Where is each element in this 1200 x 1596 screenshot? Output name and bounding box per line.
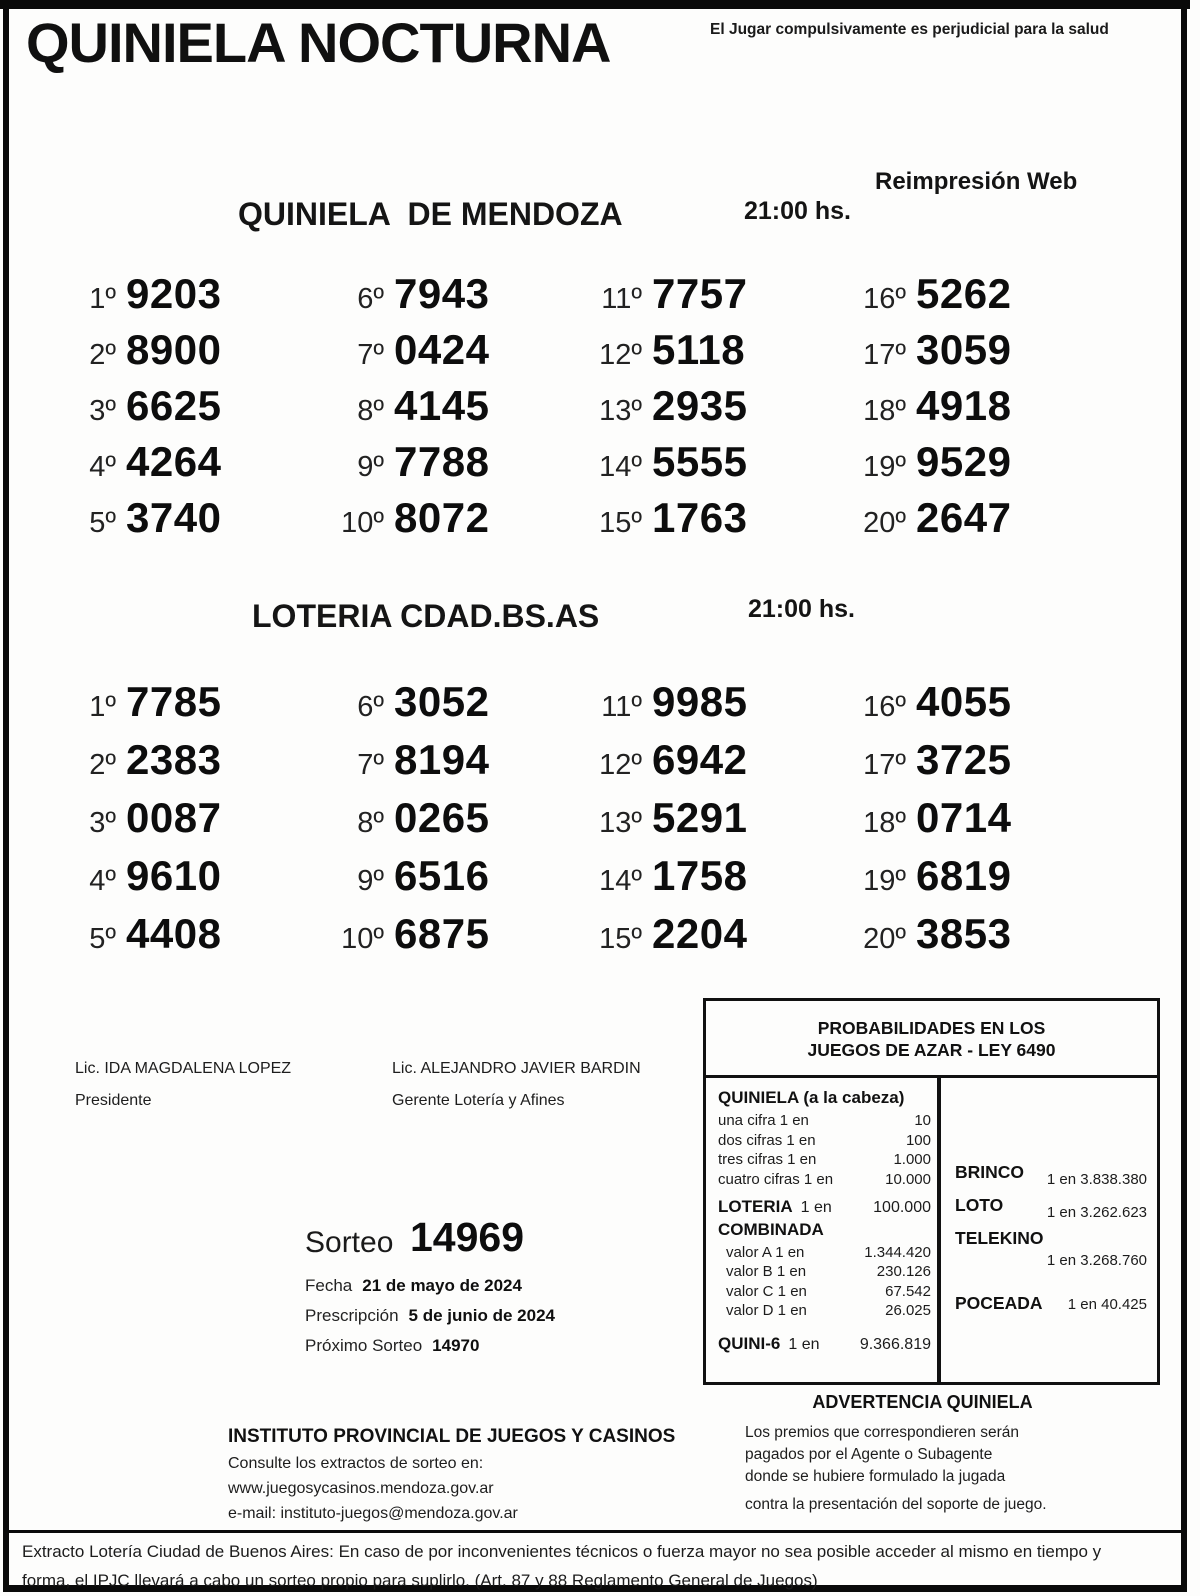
- result-cell: [58, 794, 326, 852]
- odds-value: 1 en 40.425: [1067, 1296, 1147, 1313]
- position-label: 7º: [357, 339, 384, 371]
- advertencia-line: Los premios que correspondieren serán: [745, 1424, 1019, 1441]
- winning-number: 6625: [126, 382, 222, 429]
- winning-number: 5118: [652, 326, 746, 373]
- position-label: 15º: [599, 507, 642, 539]
- odds-value: 67.542: [885, 1282, 931, 1300]
- odds-value: 1 en 3.838.380: [1046, 1171, 1147, 1188]
- result-cell: [326, 326, 584, 382]
- odds-value: 100: [905, 1131, 931, 1149]
- prescription-label: Prescripción: [305, 1306, 399, 1325]
- result-cell: [584, 678, 848, 736]
- winning-number: 4055: [916, 678, 1012, 725]
- winning-number: 5262: [916, 270, 1012, 317]
- position-label: 20º: [863, 923, 906, 955]
- sorteo-number: 14969: [410, 1214, 525, 1260]
- combinada-odds-header: COMBINADA: [718, 1219, 824, 1239]
- signature-manager-role: Gerente Lotería y Afines: [392, 1092, 565, 1109]
- result-cell: [584, 438, 848, 494]
- odds-label: LOTERIA: [718, 1197, 793, 1216]
- position-label: 4º: [89, 865, 116, 897]
- draw-date-value: 21 de mayo de 2024: [362, 1276, 522, 1295]
- winning-number: 9985: [652, 678, 748, 725]
- odds-value: 1 en 3.262.623: [1046, 1204, 1147, 1221]
- winning-number: 0265: [394, 794, 490, 841]
- position-label: 19º: [863, 451, 906, 483]
- winning-number: 2383: [126, 736, 222, 783]
- winning-number: 6875: [394, 910, 490, 957]
- odds-value: 9.366.819: [859, 1335, 931, 1353]
- winning-number: 7785: [126, 678, 222, 725]
- page-border-right: [1181, 0, 1187, 1592]
- loteria-draw-title: LOTERIA CDAD.BS.AS: [252, 598, 600, 634]
- signature-president-name: Lic. IDA MAGDALENA LOPEZ: [75, 1060, 292, 1077]
- winning-number: 1763: [652, 494, 748, 541]
- institute-website: www.juegosycasinos.mendoza.gov.ar: [228, 1480, 494, 1497]
- result-cell: [584, 736, 848, 794]
- result-cell: [584, 326, 848, 382]
- odds-value: 10: [914, 1112, 931, 1129]
- winning-number: 9610: [126, 852, 222, 899]
- winning-number: 0714: [916, 794, 1012, 841]
- result-cell: [326, 910, 584, 968]
- page-border-left: [3, 0, 9, 1592]
- mendoza-draw-time: 21:00 hs.: [744, 197, 852, 225]
- advertencia-line: donde se hubiere formulado la jugada: [745, 1468, 1006, 1485]
- footer-note: [22, 1537, 1172, 1595]
- result-cell: [326, 438, 584, 494]
- signature-president-role: Presidente: [75, 1092, 152, 1109]
- odds-value: 230.126: [876, 1263, 931, 1280]
- quiniela-odds-header: QUINIELA (a la cabeza): [718, 1088, 905, 1107]
- telekino-label-line: [955, 1228, 1147, 1249]
- position-label: 17º: [863, 749, 906, 781]
- result-cell: [326, 852, 584, 910]
- odds-row: [718, 1262, 931, 1282]
- winning-number: 5555: [652, 438, 748, 485]
- winning-number: 4145: [394, 382, 490, 429]
- odds-value: 1.000: [893, 1151, 931, 1168]
- draw-date-row: [305, 1276, 522, 1296]
- winning-number: 3059: [916, 326, 1012, 373]
- odds-label: valor D 1 en: [726, 1302, 807, 1319]
- odds-label: TELEKINO: [955, 1228, 1044, 1248]
- position-label: 2º: [89, 749, 116, 781]
- result-cell: [326, 382, 584, 438]
- winning-number: 1758: [652, 852, 748, 899]
- mendoza-draw-title: QUINIELA DE MENDOZA: [238, 196, 623, 232]
- winning-number: 3052: [394, 678, 490, 725]
- position-label: 12º: [599, 339, 642, 371]
- sorteo-label: Sorteo: [305, 1226, 394, 1259]
- position-label: 12º: [599, 749, 642, 781]
- odds-row: [718, 1282, 931, 1302]
- result-cell: [326, 736, 584, 794]
- position-label: 5º: [89, 923, 116, 955]
- position-label: 18º: [863, 807, 906, 839]
- winning-number: 7757: [652, 270, 748, 317]
- position-label: 20º: [863, 507, 906, 539]
- position-label: 8º: [357, 807, 384, 839]
- probabilities-title-line1: PROBABILIDADES EN LOS: [817, 1018, 1046, 1038]
- result-cell: [584, 794, 848, 852]
- position-label: 10º: [341, 507, 384, 539]
- advertencia-section: [745, 1392, 1100, 1516]
- footer-note-line2: forma, el IPJC llevará a cabo un sorteo propio para suplirlo. (Art. 87 y 88 Reglamento General de Juegos): [22, 1571, 818, 1590]
- odds-label: QUINI-6: [718, 1333, 781, 1353]
- result-cell: [58, 326, 326, 382]
- result-cell: [58, 382, 326, 438]
- probabilities-right-column: [941, 1078, 1157, 1384]
- institute-consult-line: Consulte los extractos de sorteo en:: [228, 1455, 484, 1472]
- winning-number: 7788: [394, 438, 490, 485]
- next-draw-row: [305, 1336, 479, 1356]
- winning-number: 8072: [394, 494, 490, 541]
- result-cell: [326, 678, 584, 736]
- position-label: 7º: [357, 749, 384, 781]
- position-label: 16º: [863, 283, 906, 315]
- odds-row: [718, 1243, 931, 1263]
- result-cell: [848, 438, 1078, 494]
- winning-number: 2647: [916, 494, 1012, 541]
- result-cell: [584, 852, 848, 910]
- page-border-top: [0, 0, 1190, 9]
- next-draw-value: 14970: [432, 1336, 480, 1355]
- result-cell: [584, 382, 848, 438]
- odds-row: [718, 1301, 931, 1321]
- result-cell: [58, 678, 326, 736]
- result-cell: [848, 794, 1078, 852]
- position-label: 16º: [863, 691, 906, 723]
- winning-number: 8900: [126, 326, 222, 373]
- result-cell: [848, 270, 1078, 326]
- result-cell: [58, 736, 326, 794]
- winning-number: 2204: [652, 910, 748, 957]
- position-label: 8º: [357, 395, 384, 427]
- result-cell: [326, 494, 584, 550]
- position-label: 11º: [601, 283, 642, 315]
- result-cell: [848, 678, 1078, 736]
- winning-number: 5291: [652, 794, 748, 841]
- result-cell: [58, 910, 326, 968]
- odds-value: 1.344.420: [864, 1243, 931, 1261]
- winning-number: 3740: [126, 494, 222, 541]
- result-cell: [848, 736, 1078, 794]
- poceada-odds-row: [955, 1293, 1147, 1314]
- winning-number: 2935: [652, 382, 748, 429]
- odds-label: LOTO: [955, 1195, 1004, 1215]
- result-cell: [848, 326, 1078, 382]
- result-cell: [58, 494, 326, 550]
- position-label: 13º: [599, 395, 642, 427]
- position-label: 6º: [357, 691, 384, 723]
- winning-number: 6942: [652, 736, 748, 783]
- winning-number: 0424: [394, 326, 490, 373]
- position-label: 1º: [89, 283, 116, 315]
- institute-email: e-mail: instituto-juegos@mendoza.gov.ar: [228, 1505, 518, 1522]
- draw-date-label: Fecha: [305, 1276, 353, 1295]
- probabilities-body: [706, 1078, 1157, 1384]
- odds-value: 26.025: [885, 1302, 931, 1319]
- result-cell: [326, 794, 584, 852]
- winning-number: 9529: [916, 438, 1012, 485]
- winning-number: 8194: [394, 736, 490, 783]
- probabilities-title: [706, 1001, 1157, 1078]
- gambling-warning-text: El Jugar compulsivamente es perjudicial para la salud: [710, 21, 1109, 38]
- result-cell: [584, 494, 848, 550]
- winning-number: 4918: [916, 382, 1012, 429]
- position-label: 4º: [89, 451, 116, 483]
- position-label: 14º: [599, 865, 642, 897]
- result-cell: [848, 494, 1078, 550]
- probabilities-box: [703, 998, 1160, 1385]
- winning-number: 6819: [916, 852, 1012, 899]
- position-label: 1º: [89, 691, 116, 723]
- mendoza-results-grid: [58, 270, 1078, 550]
- odds-label: cuatro cifras 1 en: [718, 1170, 834, 1188]
- position-label: 18º: [863, 395, 906, 427]
- prescription-value: 5 de junio de 2024: [408, 1306, 555, 1325]
- loteria-odds-row: [718, 1197, 931, 1218]
- position-label: 9º: [357, 865, 384, 897]
- page-title: QUINIELA NOCTURNA: [26, 11, 611, 74]
- result-cell: [326, 270, 584, 326]
- telekino-odds-row: [955, 1228, 1147, 1269]
- winning-number: 6516: [394, 852, 490, 899]
- brinco-odds-row: [955, 1162, 1147, 1188]
- position-label: 3º: [89, 395, 116, 427]
- loteria-results-grid: [58, 678, 1078, 968]
- institute-section: [228, 1426, 675, 1523]
- result-cell: [848, 382, 1078, 438]
- winning-number: 0087: [126, 794, 222, 841]
- position-label: 2º: [89, 339, 116, 371]
- next-draw-label: Próximo Sorteo: [305, 1336, 423, 1355]
- odds-mid: 1 en: [800, 1199, 832, 1216]
- position-label: 6º: [357, 283, 384, 315]
- odds-value: 100.000: [873, 1199, 931, 1216]
- winning-number: 9203: [126, 270, 222, 317]
- reprint-label: Reimpresión Web: [875, 168, 1078, 195]
- loteria-draw-time: 21:00 hs.: [748, 595, 856, 623]
- odds-label: una cifra 1 en: [718, 1112, 809, 1129]
- odds-label: valor B 1 en: [726, 1263, 807, 1280]
- result-cell: [584, 910, 848, 968]
- position-label: 10º: [341, 923, 384, 955]
- probabilities-left-column: [706, 1078, 941, 1384]
- signature-manager-name: Lic. ALEJANDRO JAVIER BARDIN: [392, 1060, 641, 1077]
- quini6-odds-row: [718, 1334, 931, 1355]
- position-label: 13º: [599, 807, 642, 839]
- result-cell: [848, 910, 1078, 968]
- result-cell: [584, 270, 848, 326]
- result-cell: [58, 852, 326, 910]
- odds-mid: 1 en: [788, 1335, 820, 1353]
- position-label: 3º: [89, 807, 116, 839]
- result-cell: [848, 852, 1078, 910]
- advertencia-line: pagados por el Agente o Subagente: [745, 1446, 993, 1463]
- position-label: 11º: [601, 691, 642, 723]
- odds-label: valor C 1 en: [726, 1282, 807, 1300]
- position-label: 9º: [357, 451, 384, 483]
- position-label: 17º: [863, 339, 906, 371]
- prescription-row: [305, 1306, 555, 1326]
- institute-name: INSTITUTO PROVINCIAL DE JUEGOS Y CASINOS: [228, 1426, 676, 1447]
- odds-value: 10.000: [885, 1170, 931, 1188]
- winning-number: 4408: [126, 910, 222, 957]
- winning-number: 7943: [394, 270, 490, 317]
- odds-row: [718, 1111, 931, 1131]
- advertencia-title: ADVERTENCIA QUINIELA: [812, 1392, 1033, 1412]
- odds-row: [718, 1131, 931, 1151]
- footer-divider-line: [9, 1530, 1181, 1533]
- footer-note-line1: Extracto Lotería Ciudad de Buenos Aires: En caso de por inconvenientes técnicos o fuerza mayor no sea posible acceder al mismo en tiempo y: [22, 1542, 1102, 1561]
- odds-row: [718, 1150, 931, 1170]
- winning-number: 4264: [126, 438, 222, 485]
- position-label: 15º: [599, 923, 642, 955]
- result-cell: [58, 270, 326, 326]
- probabilities-title-line2: JUEGOS DE AZAR - LEY 6490: [807, 1040, 1056, 1060]
- advertencia-line: contra la presentación del soporte de juego.: [745, 1496, 1047, 1513]
- odds-label: tres cifras 1 en: [718, 1151, 817, 1168]
- winning-number: 3853: [916, 910, 1012, 957]
- odds-label: BRINCO: [955, 1162, 1025, 1182]
- odds-label: dos cifras 1 en: [718, 1131, 816, 1149]
- result-cell: [58, 438, 326, 494]
- position-label: 14º: [599, 451, 642, 483]
- odds-value: 1 en 3.268.760: [1046, 1252, 1147, 1269]
- position-label: 5º: [89, 507, 116, 539]
- winning-number: 3725: [916, 736, 1012, 783]
- odds-label: valor A 1 en: [726, 1243, 805, 1261]
- odds-row: [718, 1170, 931, 1190]
- position-label: 19º: [863, 865, 906, 897]
- loto-odds-row: [955, 1195, 1147, 1221]
- odds-label: POCEADA: [955, 1293, 1043, 1313]
